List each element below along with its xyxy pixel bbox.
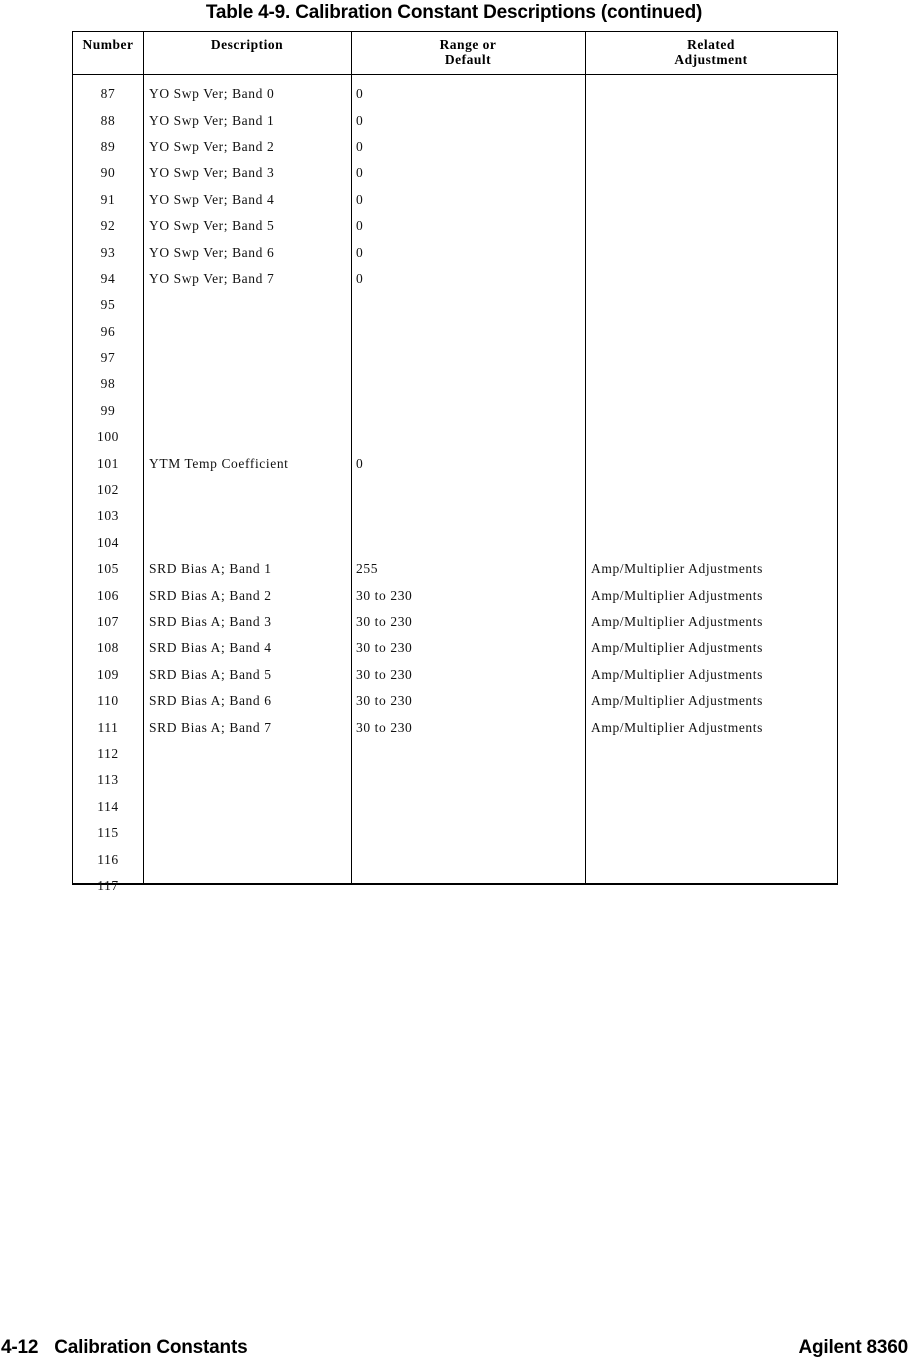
table-row <box>73 582 837 608</box>
table-row <box>73 371 837 397</box>
row-number-cell: 93 <box>100 244 116 260</box>
table-row <box>73 688 837 714</box>
column-header-range-default: Range or Default <box>439 37 497 67</box>
row-range-cell: 30 to 230 <box>356 666 413 682</box>
row-number-cell: 102 <box>96 482 120 498</box>
table-row <box>73 846 837 872</box>
row-description-cell: SRD Bias A; Band 1 <box>149 561 272 577</box>
column-header-number: Number <box>82 37 134 52</box>
row-related-adjustment-cell: Amp/Multiplier Adjustments <box>591 614 763 629</box>
footer-left <box>1 1337 247 1359</box>
row-number-cell: 88 <box>100 112 116 128</box>
row-number-cell: 116 <box>97 851 119 867</box>
row-range-cell: 0 <box>356 270 364 286</box>
row-description-cell: SRD Bias A; Band 6 <box>149 693 272 709</box>
row-range-cell: 0 <box>356 86 364 102</box>
row-related-adjustment-cell: Amp/Multiplier Adjustments <box>591 693 763 709</box>
table-row <box>73 398 837 424</box>
row-range-cell: 0 <box>356 244 364 260</box>
row-range-cell: 30 to 230 <box>356 614 413 629</box>
row-number-cell: 95 <box>100 297 116 313</box>
column-header-description: Description <box>210 37 284 52</box>
row-number-cell: 113 <box>97 772 119 788</box>
row-number-cell: 89 <box>100 138 116 154</box>
table-row <box>73 160 837 186</box>
row-description-cell: YO Swp Ver; Band 4 <box>149 191 275 207</box>
row-number-cell: 108 <box>96 640 120 656</box>
footer-page-number: 4-12 <box>1 1337 39 1358</box>
row-description-cell: YO Swp Ver; Band 3 <box>149 165 275 181</box>
row-range-cell: 0 <box>356 138 364 154</box>
table-row <box>73 767 837 793</box>
row-number-cell: 109 <box>96 666 120 682</box>
row-number-cell: 111 <box>97 719 119 735</box>
table-header-row <box>73 32 837 75</box>
row-range-cell: 30 to 230 <box>356 640 413 656</box>
table-row <box>73 741 837 767</box>
row-description-cell: SRD Bias A; Band 5 <box>149 666 272 682</box>
row-number-cell: 112 <box>97 745 119 761</box>
row-number-cell: 90 <box>100 165 116 181</box>
row-description-cell: YTM Temp Coefficient <box>149 455 289 471</box>
table-row <box>73 239 837 265</box>
table-row <box>73 134 837 160</box>
row-number-cell: 117 <box>97 877 119 893</box>
table-row <box>73 714 837 740</box>
row-number-cell: 98 <box>100 376 116 392</box>
row-range-cell: 0 <box>356 165 364 181</box>
column-header-related-adjustment: Related Adjustment <box>674 37 748 67</box>
table-row <box>73 266 837 292</box>
row-number-cell: 92 <box>100 218 116 234</box>
row-range-cell: 30 to 230 <box>356 719 413 735</box>
page-title: Table 4-9. Calibration Constant Descriptions (continued) <box>205 2 703 23</box>
table-row <box>73 319 837 345</box>
row-description-cell: YO Swp Ver; Band 2 <box>149 138 275 154</box>
table-row <box>73 635 837 661</box>
row-related-adjustment-cell: Amp/Multiplier Adjustments <box>591 587 763 603</box>
table-row <box>73 794 837 820</box>
row-number-cell: 103 <box>96 508 120 524</box>
row-number-cell: 97 <box>100 350 116 366</box>
page-footer <box>0 1337 908 1361</box>
row-range-cell: 255 <box>356 561 379 577</box>
table-body <box>73 76 837 893</box>
calibration-constants-table <box>72 31 838 893</box>
row-related-adjustment-cell: Amp/Multiplier Adjustments <box>591 719 763 735</box>
table-row <box>73 107 837 133</box>
row-related-adjustment-cell: Amp/Multiplier Adjustments <box>591 666 763 682</box>
row-description-cell: YO Swp Ver; Band 6 <box>149 244 275 260</box>
table-row <box>73 530 837 556</box>
row-description-cell: YO Swp Ver; Band 7 <box>149 270 275 286</box>
table-row <box>73 424 837 450</box>
table-row <box>73 662 837 688</box>
row-related-adjustment-cell: Amp/Multiplier Adjustments <box>591 561 763 577</box>
table-row <box>73 213 837 239</box>
row-description-cell: SRD Bias A; Band 2 <box>149 587 272 603</box>
table-row <box>73 450 837 476</box>
row-related-adjustment-cell: Amp/Multiplier Adjustments <box>591 640 763 656</box>
footer-product-name: Agilent 8360 <box>798 1337 908 1358</box>
row-number-cell: 91 <box>100 191 116 207</box>
table-row <box>73 873 837 899</box>
row-number-cell: 96 <box>100 323 116 339</box>
row-description-cell: SRD Bias A; Band 3 <box>149 614 272 629</box>
row-number-cell: 110 <box>97 693 119 709</box>
row-range-cell: 0 <box>356 191 364 207</box>
row-range-cell: 30 to 230 <box>356 693 413 709</box>
row-number-cell: 99 <box>100 402 116 418</box>
row-number-cell: 87 <box>100 86 116 102</box>
row-description-cell: SRD Bias A; Band 7 <box>149 719 272 735</box>
row-description-cell: SRD Bias A; Band 4 <box>149 640 272 656</box>
table-row <box>73 503 837 529</box>
row-number-cell: 94 <box>100 270 116 286</box>
row-number-cell: 100 <box>96 429 120 445</box>
table-row <box>73 820 837 846</box>
table-row <box>73 345 837 371</box>
table-row <box>73 187 837 213</box>
table-row <box>73 81 837 107</box>
row-number-cell: 105 <box>96 561 120 577</box>
row-range-cell: 30 to 230 <box>356 587 413 603</box>
row-range-cell: 0 <box>356 455 364 471</box>
row-number-cell: 104 <box>96 534 120 550</box>
table-row <box>73 292 837 318</box>
row-description-cell: YO Swp Ver; Band 5 <box>149 218 275 234</box>
row-range-cell: 0 <box>356 112 364 128</box>
table-row <box>73 609 837 635</box>
footer-section-title: Calibration Constants <box>54 1337 248 1358</box>
row-number-cell: 107 <box>96 614 120 629</box>
row-description-cell: YO Swp Ver; Band 1 <box>149 112 275 128</box>
row-number-cell: 115 <box>97 825 119 841</box>
row-number-cell: 101 <box>96 455 120 471</box>
row-number-cell: 114 <box>97 798 119 814</box>
table-row <box>73 477 837 503</box>
row-range-cell: 0 <box>356 218 364 234</box>
row-number-cell: 106 <box>96 587 120 603</box>
row-description-cell: YO Swp Ver; Band 0 <box>149 86 275 102</box>
table-row <box>73 556 837 582</box>
